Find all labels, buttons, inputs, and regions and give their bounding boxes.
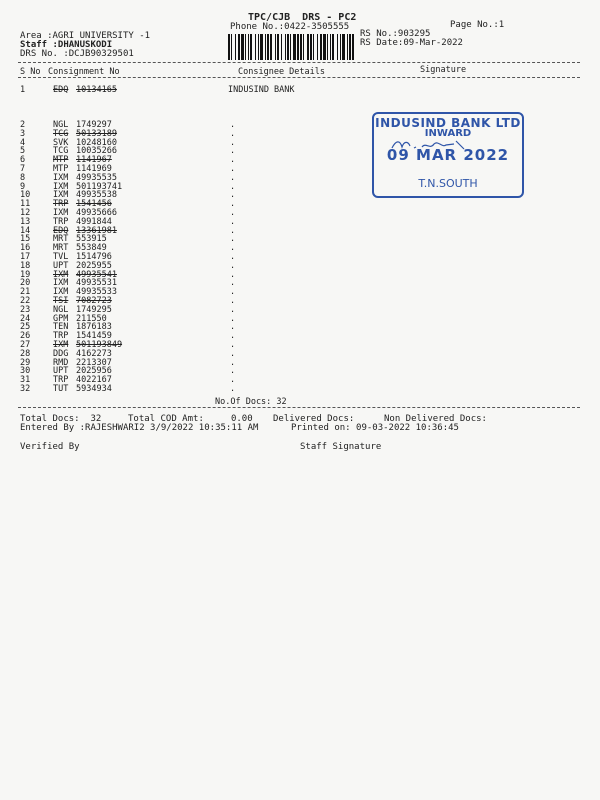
row-location-code: TRP — [53, 331, 69, 342]
row-consignee: . — [230, 384, 236, 394]
row-consignment-number: 553915 — [76, 234, 107, 245]
phone-number: Phone No.:0422-3505555 — [230, 22, 350, 32]
non-delivered-docs: Non Delivered Docs: — [384, 414, 487, 424]
row-consignee: . — [230, 296, 236, 306]
row-consignee: INDUSIND BANK — [228, 85, 295, 95]
row-sno: 22 — [20, 296, 31, 306]
row-location-code: TUT — [53, 384, 69, 394]
row-sno: 17 — [20, 252, 31, 262]
row-location-code: IXM — [53, 278, 69, 289]
row-location-code: TCG — [53, 146, 69, 157]
row-consignee: . — [230, 252, 236, 262]
total-cod-amount: Total COD Amt: 0.00 — [128, 414, 253, 424]
row-location-code: TSI — [53, 296, 69, 306]
total-docs: Total Docs: 32 — [20, 414, 102, 424]
row-sno: 28 — [20, 348, 31, 359]
row-sno: 30 — [20, 366, 31, 377]
stamp-date: 09 MAR 2022 — [386, 146, 510, 164]
row-consignee: . — [230, 199, 236, 210]
row-consignment-number: 1749295 — [76, 304, 112, 315]
row-sno: 7 — [20, 164, 26, 174]
row-consignment-number: 1541456 — [76, 199, 112, 210]
row-location-code: GPM — [53, 313, 69, 324]
row-consignment-number: 2213307 — [76, 357, 112, 368]
staff-name: Staff :DHANUSKODI — [20, 40, 113, 50]
row-consignee: . — [230, 313, 236, 324]
row-consignee: . — [230, 164, 236, 174]
row-location-code: IXM — [53, 190, 69, 201]
row-consignment-number: 501193849 — [76, 340, 123, 350]
row-location-code: TRP — [53, 199, 69, 210]
verified-by: Verified By — [20, 442, 80, 452]
row-consignee: . — [230, 322, 236, 333]
row-consignment-number: 5934934 — [76, 384, 112, 394]
row-consignment-number: 1514796 — [76, 252, 112, 262]
row-sno: 20 — [20, 278, 31, 289]
row-consignment-number: 7082723 — [76, 296, 112, 306]
row-location-code: MTP — [53, 164, 69, 174]
row-consignee: . — [230, 287, 236, 298]
column-consignment: Consignment No — [48, 67, 120, 77]
row-location-code: IXM — [53, 208, 69, 218]
rs-date: RS Date:09-Mar-2022 — [360, 38, 463, 48]
row-location-code: UPT — [53, 260, 69, 271]
row-location-code: IXM — [53, 172, 69, 183]
row-consignment-number: 50133189 — [76, 128, 117, 139]
row-consignment-number: 4162273 — [76, 348, 112, 359]
row-location-code: TVL — [53, 252, 69, 262]
row-consignee: . — [230, 243, 236, 254]
row-location-code: IXM — [53, 287, 69, 298]
row-consignee: . — [230, 269, 236, 280]
row-consignee: . — [230, 216, 236, 227]
page-number: Page No.:1 — [450, 20, 505, 30]
row-consignment-number: 49935541 — [76, 269, 117, 280]
stamp-inward: INWARD — [424, 128, 472, 139]
document-title: TPC/CJB DRS - PC2 — [248, 12, 357, 23]
row-sno: 3 — [20, 128, 26, 139]
row-consignment-number: 553849 — [76, 243, 107, 254]
drs-number: DRS No. :DCJB90329501 — [20, 49, 134, 59]
row-consignee: . — [230, 375, 236, 386]
row-sno: 15 — [20, 234, 31, 245]
row-sno: 4 — [20, 137, 26, 148]
row-consignment-number: 49935535 — [76, 172, 117, 183]
row-consignee: . — [230, 304, 236, 315]
row-consignee: . — [230, 357, 236, 368]
row-consignment-number: 1876183 — [76, 322, 112, 333]
rs-number: RS No.:903295 — [360, 29, 431, 39]
row-sno: 21 — [20, 287, 31, 298]
barcode-icon — [228, 34, 356, 60]
row-location-code: IXM — [53, 269, 69, 280]
row-location-code: TRP — [53, 375, 69, 386]
row-sno: 8 — [20, 172, 26, 183]
row-location-code: EDQ — [53, 85, 69, 95]
row-consignment-number: 49935533 — [76, 287, 117, 298]
row-consignee: . — [230, 146, 236, 157]
row-sno: 5 — [20, 146, 26, 157]
row-location-code: EDQ — [53, 225, 69, 236]
row-consignment-number: 1141967 — [76, 155, 112, 166]
row-consignment-number: 49935538 — [76, 190, 117, 201]
row-sno: 14 — [20, 225, 31, 236]
row-consignment-number: 1749297 — [76, 120, 112, 130]
row-location-code: MTP — [53, 155, 69, 166]
row-location-code: DDG — [53, 348, 69, 359]
row-sno: 32 — [20, 384, 31, 394]
row-sno: 1 — [20, 85, 26, 95]
row-consignment-number: 10134165 — [76, 85, 117, 95]
row-consignment-number: 1141969 — [76, 164, 112, 174]
row-consignee: . — [230, 190, 236, 201]
row-consignee: . — [230, 208, 236, 218]
row-location-code: NGL — [53, 120, 69, 130]
row-consignee: . — [230, 340, 236, 350]
row-consignment-number: 211550 — [76, 313, 107, 324]
row-location-code: SVK — [53, 137, 69, 148]
stamp-region: T.N.SOUTH — [418, 177, 478, 190]
row-consignee: . — [230, 366, 236, 377]
row-consignment-number: 2025956 — [76, 366, 112, 377]
row-location-code: NGL — [53, 304, 69, 315]
row-consignee: . — [230, 278, 236, 289]
row-sno: 13 — [20, 216, 31, 227]
row-consignee: . — [230, 120, 236, 130]
row-consignee: . — [230, 331, 236, 342]
row-consignment-number: 49935531 — [76, 278, 117, 289]
row-location-code: TRP — [53, 216, 69, 227]
row-consignee: . — [230, 172, 236, 183]
row-location-code: MRT — [53, 243, 69, 254]
divider — [18, 77, 580, 78]
row-consignment-number: 13361981 — [76, 225, 117, 236]
row-consignment-number: 4991844 — [76, 216, 112, 227]
row-consignee: . — [230, 260, 236, 271]
row-consignee: . — [230, 128, 236, 139]
row-consignee: . — [230, 137, 236, 148]
row-location-code: IXM — [53, 340, 69, 350]
row-sno: 19 — [20, 269, 31, 280]
inward-stamp — [372, 112, 524, 198]
row-consignment-number: 501193741 — [76, 181, 123, 192]
row-sno: 9 — [20, 181, 26, 192]
printed-on: Printed on: 09-03-2022 10:36:45 — [291, 423, 459, 433]
row-sno: 18 — [20, 260, 31, 271]
table-row — [20, 384, 580, 394]
row-sno: 12 — [20, 208, 31, 218]
table-row — [20, 85, 580, 95]
row-sno: 11 — [20, 199, 31, 210]
column-signature: Signature — [420, 65, 467, 75]
row-consignment-number: 4022167 — [76, 375, 112, 386]
entered-by: Entered By :RAJESHWARI2 3/9/2022 10:35:11 AM — [20, 423, 259, 433]
row-consignee: . — [230, 348, 236, 359]
row-sno: 2 — [20, 120, 26, 130]
row-consignee: . — [230, 225, 236, 236]
row-sno: 23 — [20, 304, 31, 315]
row-sno: 6 — [20, 155, 26, 166]
area: Area :AGRI UNIVERSITY -1 — [20, 31, 151, 41]
row-consignment-number: 2025955 — [76, 260, 112, 271]
column-consignee: Consignee Details — [238, 67, 325, 77]
staff-signature: Staff Signature — [300, 442, 382, 452]
row-location-code: TEN — [53, 322, 69, 333]
row-sno: 10 — [20, 190, 31, 201]
row-sno: 29 — [20, 357, 31, 368]
row-sno: 27 — [20, 340, 31, 350]
row-location-code: IXM — [53, 181, 69, 192]
stamp-bank-name: INDUSIND BANK LTD — [375, 116, 521, 130]
row-location-code: UPT — [53, 366, 69, 377]
divider — [18, 407, 580, 408]
row-consignment-number: 1541459 — [76, 331, 112, 342]
row-location-code: RMD — [53, 357, 69, 368]
row-location-code: TCG — [53, 128, 69, 139]
column-sno: S No — [20, 67, 41, 77]
row-sno: 24 — [20, 313, 31, 324]
no-of-docs: No.Of Docs: 32 — [215, 397, 287, 407]
row-consignee: . — [230, 181, 236, 192]
row-consignee: . — [230, 155, 236, 166]
row-location-code: MRT — [53, 234, 69, 245]
delivered-docs: Delivered Docs: — [273, 414, 355, 424]
row-consignment-number: 10035266 — [76, 146, 117, 157]
divider — [18, 62, 580, 63]
row-consignment-number: 49935666 — [76, 208, 117, 218]
row-sno: 26 — [20, 331, 31, 342]
row-sno: 31 — [20, 375, 31, 386]
row-sno: 16 — [20, 243, 31, 254]
row-consignment-number: 10248160 — [76, 137, 117, 148]
row-sno: 25 — [20, 322, 31, 333]
row-consignee: . — [230, 234, 236, 245]
